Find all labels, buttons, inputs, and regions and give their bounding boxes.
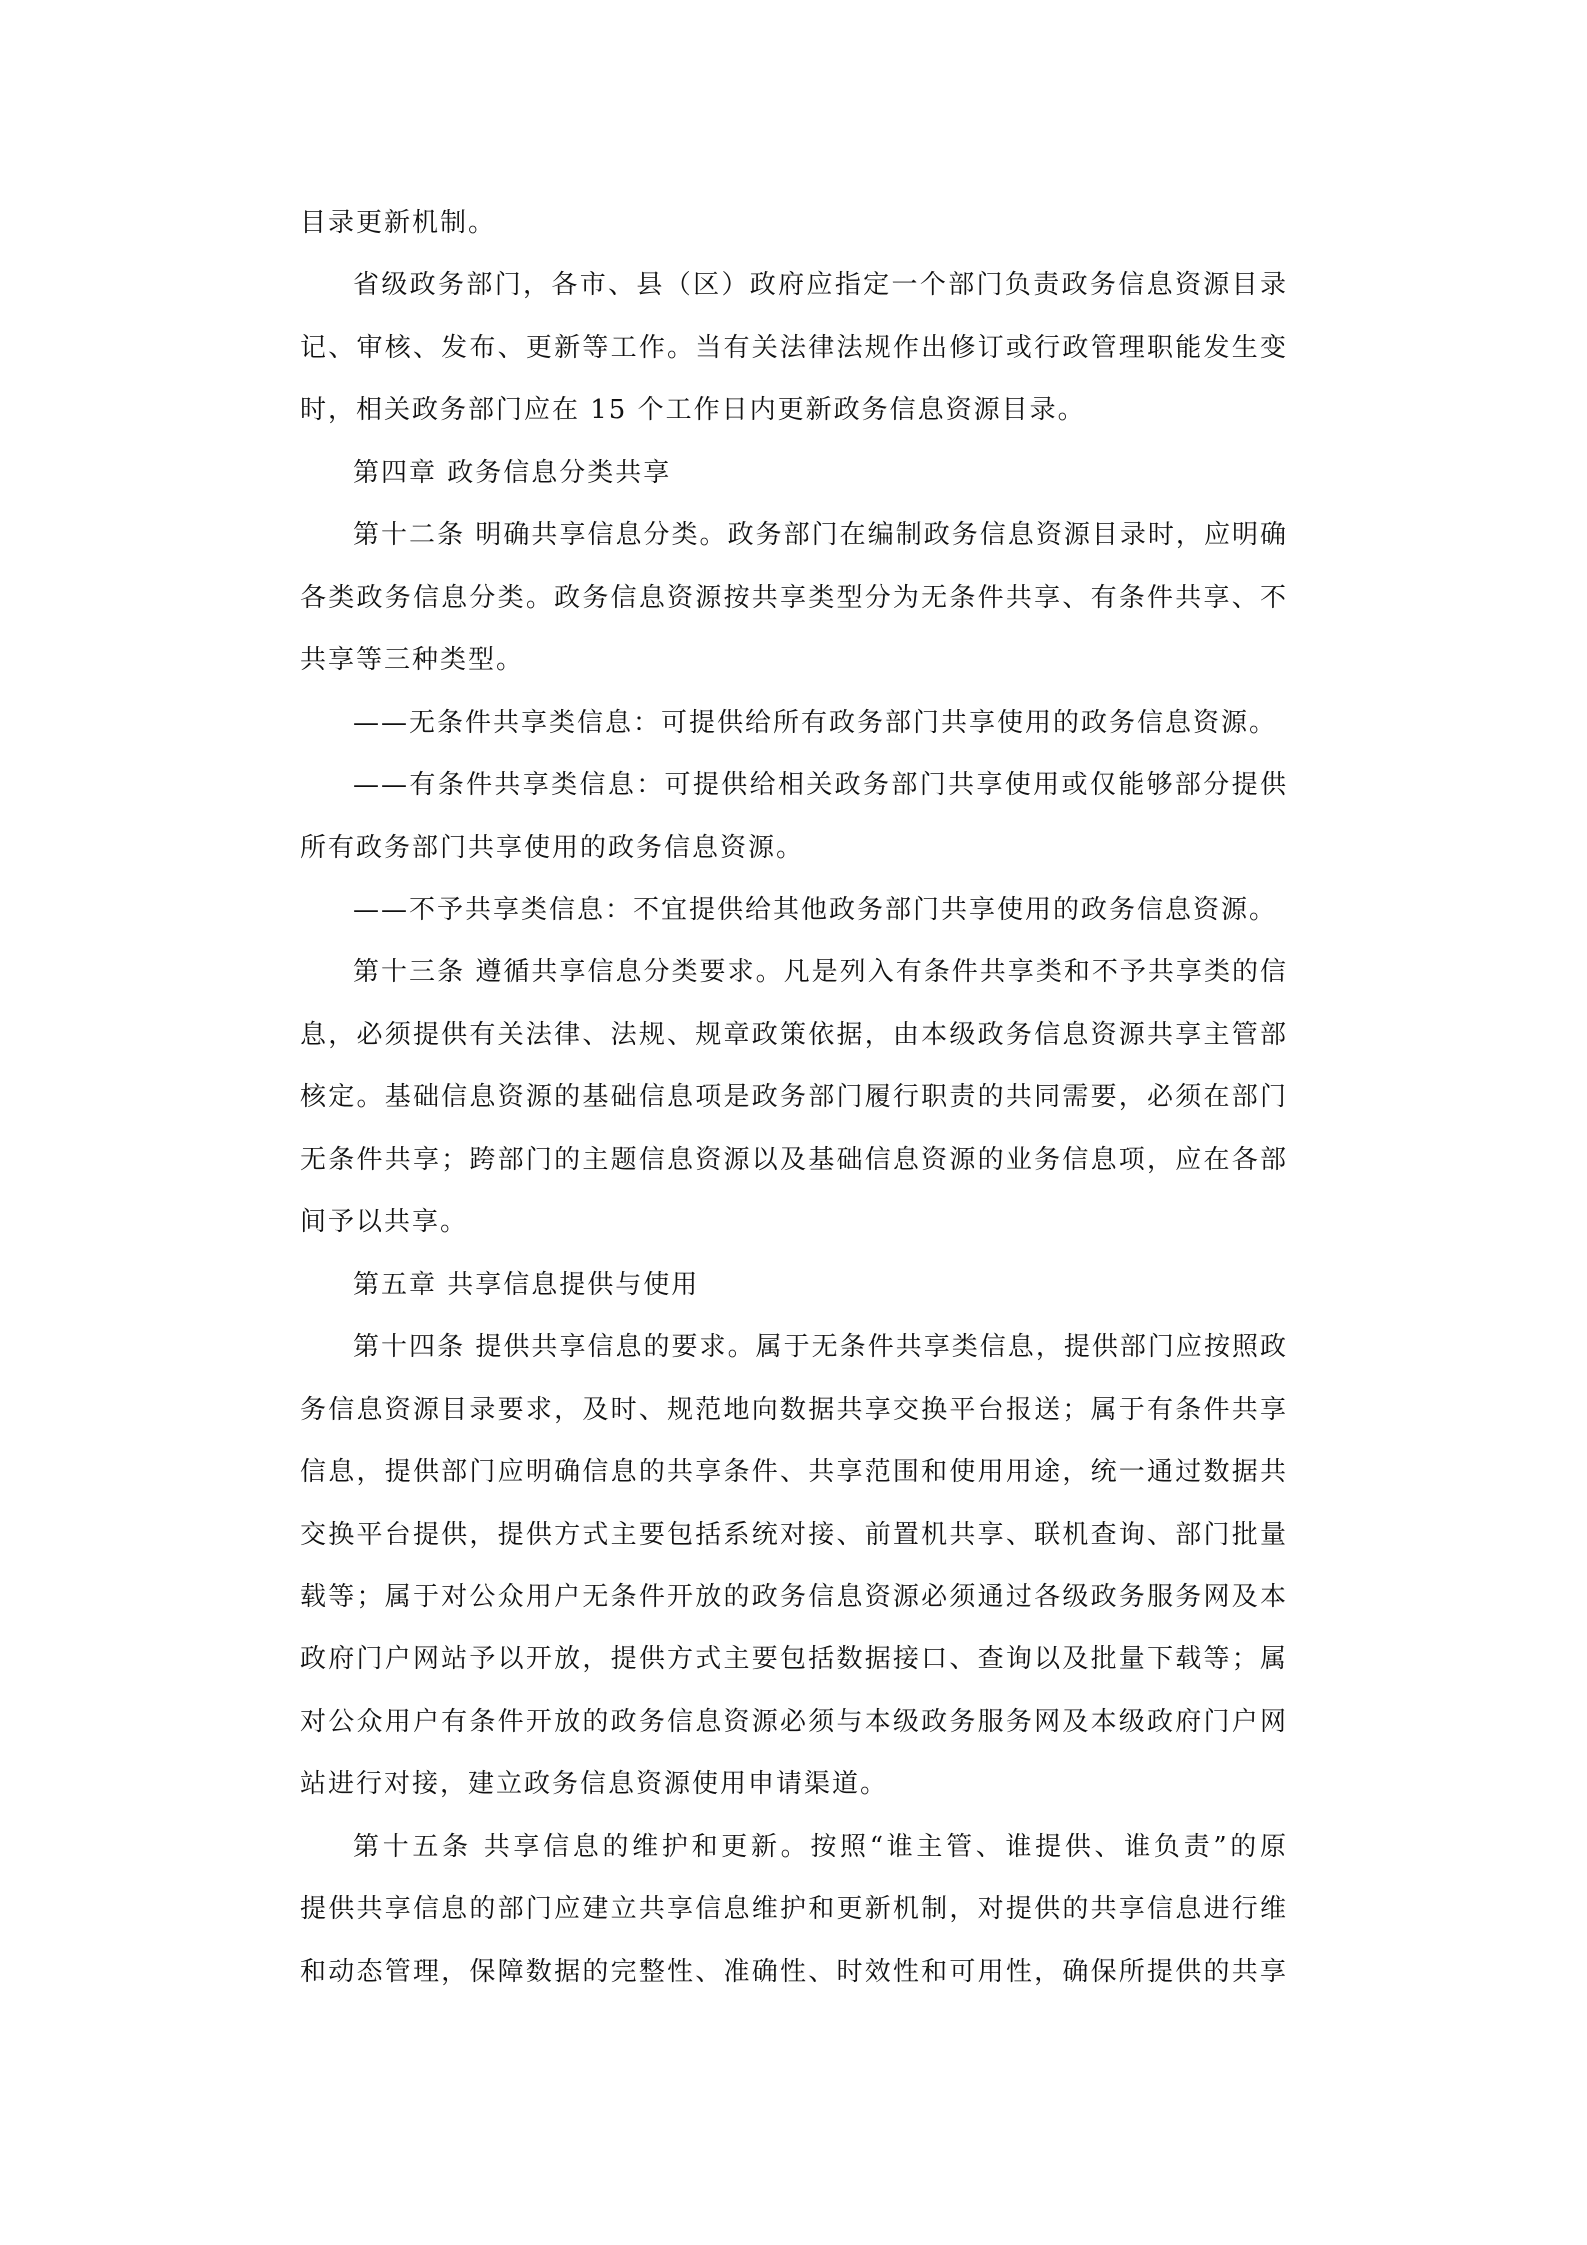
text-line: ——无条件共享类信息：可提供给所有政务部门共享使用的政务信息资源。 [353,707,1278,738]
document-page [300,192,1288,2003]
text-line: 站进行对接，建立政务信息资源使用申请渠道。 [300,1769,889,1800]
text-line: 无条件共享；跨部门的主题信息资源以及基础信息资源的业务信息项，应在各部 [300,1144,1288,1175]
text-line: 交换平台提供，提供方式主要包括系统对接、前置机共享、联机查询、部门批量 [300,1519,1288,1550]
text-line: 共享等三种类型。 [300,645,525,676]
text-line: 信息，提供部门应明确信息的共享条件、共享范围和使用用途，统一通过数据共 [300,1457,1288,1488]
text-line: ——有条件共享类信息：可提供给相关政务部门共享使用或仅能够部分提供 [353,770,1288,801]
text-line: 省级政务部门，各市、县（区）政府应指定一个部门负责政务信息资源目录 [353,270,1288,301]
text-line: 政府门户网站予以开放，提供方式主要包括数据接口、查询以及批量下载等；属 [300,1644,1288,1675]
text-line: 务信息资源目录要求，及时、规范地向数据共享交换平台报送；属于有条件共享 [300,1394,1288,1425]
text-line: 第十五条 共享信息的维护和更新。按照“谁主管、谁提供、谁负责”的原 [353,1831,1288,1862]
text-line: 时，相关政务部门应在 15 个工作日内更新政务信息资源目录。 [300,395,1086,426]
text-line: 间予以共享。 [300,1207,469,1238]
text-line: 核定。基础信息资源的基础信息项是政务部门履行职责的共同需要，必须在部门 [300,1082,1288,1113]
text-line: 载等；属于对公众用户无条件开放的政务信息资源必须通过各级政务服务网及本 [300,1581,1288,1612]
text-line: 各类政务信息分类。政务信息资源按共享类型分为无条件共享、有条件共享、不 [300,582,1288,613]
text-line: 第十二条 明确共享信息分类。政务部门在编制政务信息资源目录时，应明确 [353,520,1288,551]
text-line: 目录更新机制。 [300,208,497,238]
text-line: 所有政务部门共享使用的政务信息资源。 [300,832,805,863]
text-line: 记、审核、发布、更新等工作。当有关法律法规作出修订或行政管理职能发生变 [300,332,1288,363]
text-line: 第五章 共享信息提供与使用 [353,1269,700,1300]
text-line: 第十三条 遵循共享信息分类要求。凡是列入有条件共享类和不予共享类的信 [353,957,1288,988]
text-line: 和动态管理，保障数据的完整性、准确性、时效性和可用性，确保所提供的共享 [300,1956,1288,1987]
text-line: 息，必须提供有关法律、法规、规章政策依据，由本级政务信息资源共享主管部 [300,1019,1288,1050]
text-line: 提供共享信息的部门应建立共享信息维护和更新机制，对提供的共享信息进行维 [300,1894,1288,1925]
text-line: 第四章 政务信息分类共享 [353,457,672,488]
text-line: ——不予共享类信息：不宜提供给其他政务部门共享使用的政务信息资源。 [353,894,1278,925]
text-line: 第十四条 提供共享信息的要求。属于无条件共享类信息，提供部门应按照政 [353,1332,1288,1363]
text-line: 对公众用户有条件开放的政务信息资源必须与本级政务服务网及本级政府门户网 [300,1706,1288,1737]
